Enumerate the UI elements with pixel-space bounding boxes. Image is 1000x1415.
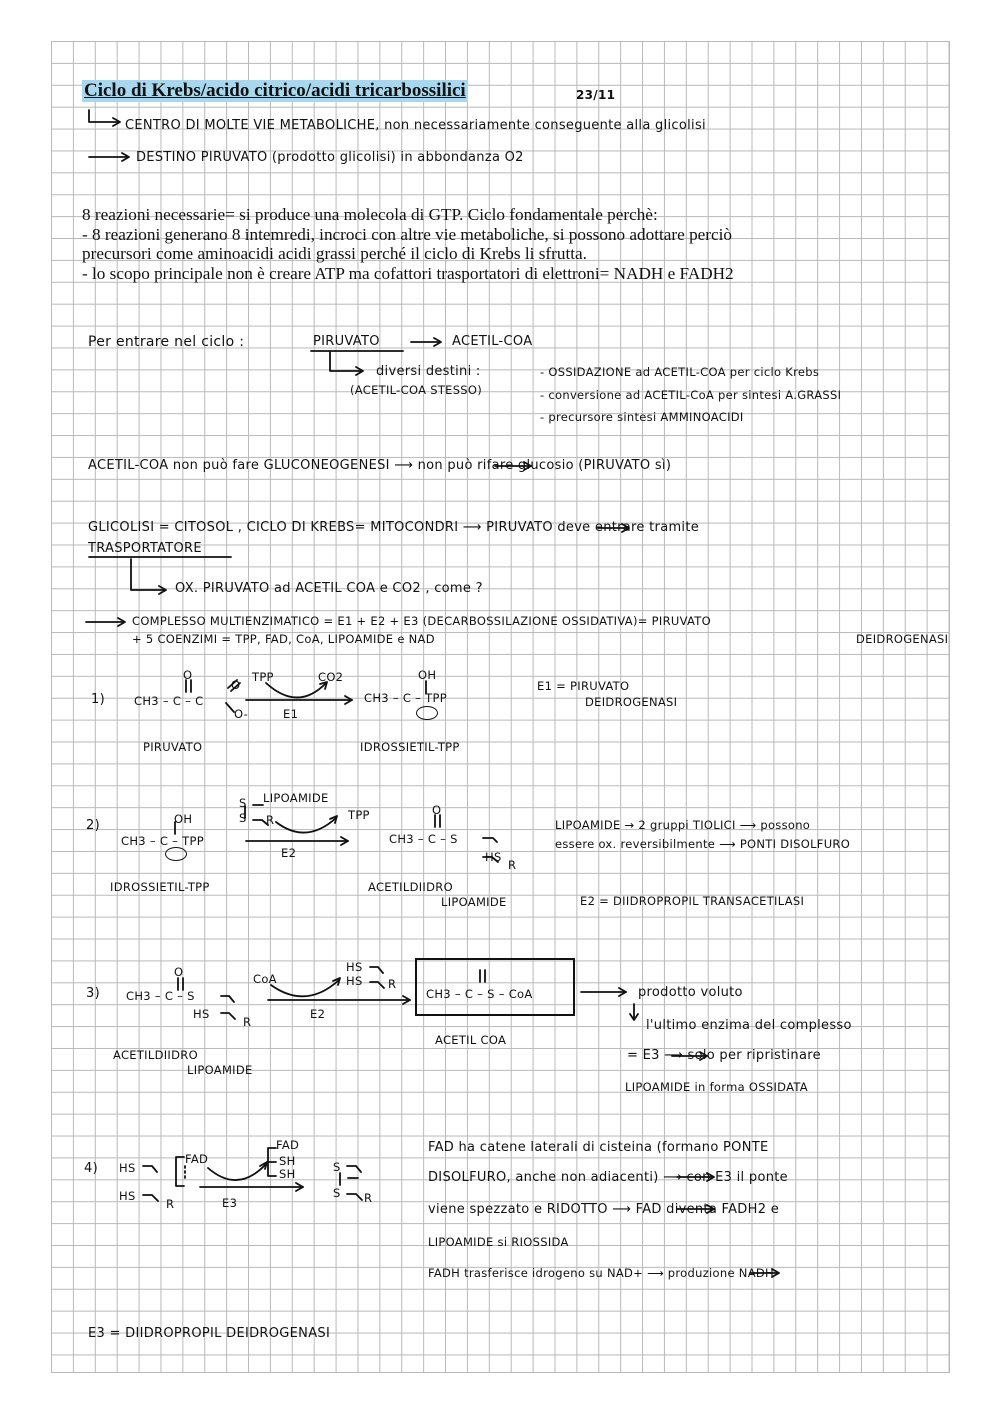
r2-product: CH3 – C – S [389, 832, 458, 846]
complex-line-1: COMPLESSO MULTIENZIMATICO = E1 + E2 + E3 (DECARBOSSILAZIONE OSSIDATIVA)= PIRUVATO [132, 614, 711, 628]
r3-prod-r: R [388, 977, 397, 991]
r3-label-substrate-1: ACETILDIIDRO [113, 1048, 198, 1062]
r1-label-substrate: PIRUVATO [143, 740, 203, 754]
r4-prod-r: R [364, 1191, 373, 1205]
r3-enzyme: E2 [310, 1007, 326, 1021]
entry-destini: diversi destini : [376, 364, 481, 379]
r2-r: R [266, 813, 275, 827]
entry-stesso: (ACETIL-COA STESSO) [350, 383, 483, 397]
r3-hs-a: HS [346, 960, 363, 974]
r1-o-double: O [183, 668, 193, 682]
r2-label-product-2: LIPOAMIDE [441, 895, 507, 909]
r2-label-product-1: ACETILDIIDRO [368, 880, 453, 894]
r3-note-1: prodotto voluto [638, 985, 743, 1000]
r2-note-2: essere ox. reversibilmente ⟶ PONTI DISOLFURO [555, 837, 851, 851]
r3-substrate: CH3 – C – S [126, 989, 195, 1003]
r3-hs: HS [193, 1007, 210, 1021]
r2-note-1: LIPOAMIDE → 2 gruppi TIOLICI ⟶ possono [555, 818, 811, 832]
r4-note-5: FADH trasferisce idrogeno su NAD+ ⟶ produzione NADH [428, 1266, 774, 1280]
r1-tpp: TPP [252, 670, 274, 684]
footer-note: E3 = DIIDROPROPIL DEIDROGENASI [88, 1326, 331, 1341]
r3-note-2: l'ultimo enzima del complesso [646, 1018, 852, 1033]
intro-line-1: CENTRO DI MOLTE VIE METABOLICHE, non necessariamente conseguente alla glicolisi [125, 118, 706, 133]
r4-note-2: DISOLFURO, anche non adiacenti) ⟶ con E3 il ponte [428, 1170, 788, 1185]
note-date: 23/11 [576, 88, 616, 102]
r4-sh-1: SH [279, 1154, 296, 1168]
reaction-3-number: 3) [86, 986, 100, 1001]
r1-substrate: CH3 – C – C [134, 694, 204, 708]
r3-o: O [174, 965, 184, 979]
typed-line-3: precursori come aminoacidi acidi grassi perché il ciclo di Krebs li sfrutta. [82, 244, 587, 263]
r4-note-4: LIPOAMIDE si RIOSSIDA [428, 1235, 569, 1249]
r2-tpp: TPP [348, 808, 370, 822]
r2-carbanion-circle [165, 847, 187, 861]
r2-prod-r: R [508, 858, 517, 872]
r1-prod-oh: OH [418, 668, 437, 682]
r2-note-3: E2 = DIIDROPROPIL TRANSACETILASI [580, 894, 805, 908]
intro-arrow-1 [89, 110, 118, 122]
r2-oh: OH [174, 812, 193, 826]
typed-line-2: - 8 reazioni generano 8 intemredi, incroci con altre vie metaboliche, si possono adottare perciò [82, 224, 733, 244]
r4-note-1: FAD ha catene laterali di cisteina (formano PONTE [428, 1140, 769, 1155]
r4-enzyme: E3 [222, 1196, 238, 1210]
r3-note-4: LIPOAMIDE in forma OSSIDATA [625, 1080, 808, 1094]
r3-coa: CoA [253, 972, 277, 986]
transport-line-2: TRASPORTATORE [88, 541, 202, 556]
r2-s1: S [239, 796, 247, 810]
reaction-1-number: 1) [91, 692, 105, 707]
r1-co2: CO2 [318, 670, 344, 684]
page-title: Ciclo di Krebs/acido citrico/acidi tricarbossilici [84, 80, 466, 101]
r3-label-substrate-2: LIPOAMIDE [187, 1063, 253, 1077]
r2-s2: S [239, 811, 247, 825]
r2-lipoamide: LIPOAMIDE [263, 791, 329, 805]
typed-line-4: - lo scopo principale non è creare ATP ma cofattori trasportatori di elettroni= NADH e FADH2 [82, 263, 734, 283]
r3-r: R [243, 1015, 252, 1029]
r1-label-product: IDROSSIETIL-TPP [360, 740, 460, 754]
r4-note-3: viene spezzato e RIDOTTO ⟶ FAD diventa FADH2 e [428, 1202, 779, 1217]
reaction-4-number: 4) [84, 1161, 98, 1176]
transport-line-1: GLICOLISI = CITOSOL , CICLO DI KREBS= MITOCONDRI ⟶ PIRUVATO deve entrare tramite [88, 520, 700, 535]
r2-label-substrate: IDROSSIETIL-TPP [110, 880, 210, 894]
r4-s-2: S [333, 1186, 341, 1200]
r2-o: O [432, 803, 442, 817]
r4-hs-1: HS [119, 1161, 136, 1175]
r3-product: CH3 – C – S – CoA [426, 987, 533, 1001]
r1-carbanion-circle [416, 706, 438, 720]
r4-fad-2: FAD [276, 1138, 300, 1152]
r4-r: R [166, 1197, 175, 1211]
typed-line-1: 8 reazioni necessarie= si produce una molecola di GTP. Ciclo fondamentale perchè: [82, 205, 658, 224]
entry-piruvato: PIRUVATO [313, 334, 380, 349]
r1-note-2: DEIDROGENASI [585, 695, 678, 709]
r2-substrate: CH3 – C – TPP [121, 834, 204, 848]
r1-product: CH3 – C – TPP [364, 691, 447, 705]
r4-s-1: S [333, 1160, 341, 1174]
r4-sh-2: SH [279, 1167, 296, 1181]
destino-3: - precursore sintesi AMMINOACIDI [540, 410, 744, 424]
destino-2: - conversione ad ACETIL-CoA per sintesi A.GRASSI [540, 388, 842, 402]
r2-enzyme: E2 [281, 846, 297, 860]
r3-label-product: ACETIL COA [435, 1033, 507, 1047]
r4-hs-2: HS [119, 1189, 136, 1203]
typed-paragraph [82, 205, 912, 283]
r2-hs: HS [485, 850, 502, 864]
r4-fad-1: FAD [185, 1152, 209, 1166]
entry-label: Per entrare nel ciclo : [88, 334, 245, 350]
r3-note-3: = E3 ⟶ solo per ripristinare [627, 1048, 821, 1063]
destino-1: - OSSIDAZIONE ad ACETIL-COA per ciclo Krebs [540, 365, 820, 379]
r1-o-top: O [231, 678, 241, 692]
intro-line-2: DESTINO PIRUVATO (prodotto glicolisi) in abbondanza O2 [136, 150, 524, 165]
entry-acetil-coa: ACETIL-COA [452, 334, 533, 349]
transport-line-3: OX. PIRUVATO ad ACETIL COA e CO2 , come ? [175, 581, 483, 596]
r1-o-minus: O- [234, 707, 249, 721]
r1-enzyme: E1 [283, 707, 299, 721]
reaction-2-number: 2) [86, 818, 100, 833]
complex-line-3: DEIDROGENASI [856, 632, 949, 646]
r1-note-1: E1 = PIRUVATO [537, 679, 630, 693]
gluconeogenesis-note: ACETIL-COA non può fare GLUCONEOGENESI ⟶ non può rifare glucosio (PIRUVATO sì) [88, 458, 672, 473]
r3-hs-b: HS [346, 974, 363, 988]
complex-line-2: + 5 COENZIMI = TPP, FAD, CoA, LIPOAMIDE e NAD [132, 632, 435, 646]
